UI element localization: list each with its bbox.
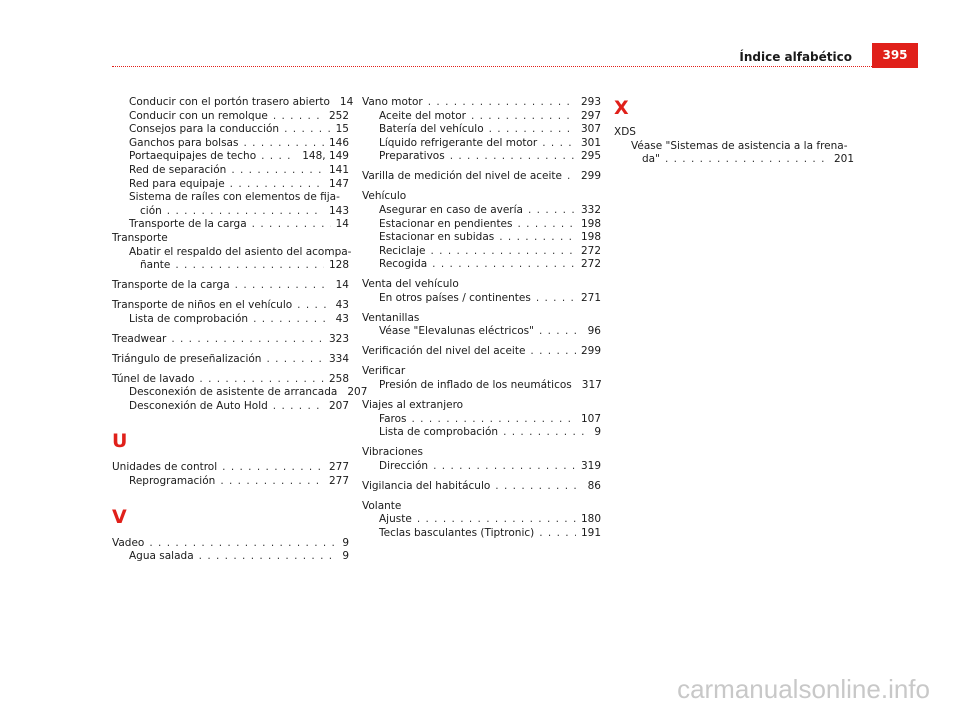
- index-subentry: En otros países / continentes . . . 271: [362, 292, 601, 306]
- section-letter-u: U: [112, 430, 128, 453]
- index-subentry: Véase "Elevalunas eléctricos" . . . 96: [362, 325, 601, 339]
- index-entry: Verificación del nivel del aceite . . . 299: [362, 345, 601, 359]
- index-subentry: Aceite del motor . . . 297: [362, 110, 601, 124]
- index-entry: Vano motor . . . 293: [362, 96, 601, 110]
- index-subentry: Recogida . . . 272: [362, 258, 601, 272]
- index-subentry: Lista de comprobación . . . 9: [362, 426, 601, 440]
- index-entry: Vigilancia del habitáculo . . . 86: [362, 480, 601, 494]
- index-subentry: Conducir con el portón trasero abierto 14: [129, 96, 354, 108]
- index-column-3: [614, 96, 854, 167]
- header-divider: [112, 66, 872, 67]
- index-entry: Vadeo . . . 9: [112, 537, 349, 551]
- index-subentry-continuation: da" . . . 201: [614, 153, 854, 167]
- index-subentry: Líquido refrigerante del motor . . . 301: [362, 137, 601, 151]
- index-subentry: Teclas basculantes (Tiptronic) . . . 191: [362, 527, 601, 541]
- index-entry: Triángulo de preseñalización . . . 334: [112, 353, 349, 367]
- index-subentry: Red para equipaje . . . 147: [112, 178, 349, 192]
- page-number-badge: 395: [872, 43, 918, 68]
- index-column-2: [362, 96, 601, 541]
- index-entry: Viajes al extranjero: [362, 399, 464, 412]
- index-subentry: Véase "Sistemas de asistencia a la frena-: [631, 139, 848, 152]
- index-subentry: Abatir el respaldo del asiento del acompa-: [129, 245, 352, 258]
- index-subentry: Desconexión de asistente de arrancada 207: [129, 386, 368, 399]
- index-subentry: Faros . . . 107: [362, 413, 601, 427]
- section-letter-x: X: [614, 97, 629, 119]
- index-subentry: Lista de comprobación . . . 43: [112, 313, 349, 327]
- index-entry: Venta del vehículo: [362, 278, 459, 291]
- index-subentry: Estacionar en subidas . . . 198: [362, 231, 601, 245]
- index-subentry: Preparativos . . . 295: [362, 150, 601, 164]
- index-subentry: Presión de inflado de los neumáticos 317: [379, 379, 602, 392]
- index-entry: Verificar: [362, 365, 406, 378]
- index-subentry: Ganchos para bolsas . . . 146: [112, 137, 349, 151]
- index-entry: XDS: [614, 126, 636, 138]
- index-entry: Transporte de niños en el vehículo . . . 43: [112, 299, 349, 313]
- index-entry: Unidades de control . . . 277: [112, 461, 349, 475]
- index-subentry: Ajuste . . . 180: [362, 513, 601, 527]
- index-entry: Transporte: [112, 231, 168, 244]
- watermark: carmanualsonline.info: [677, 674, 930, 704]
- index-entry: Ventanillas: [362, 311, 420, 324]
- index-entry: Treadwear . . . 323: [112, 333, 349, 347]
- index-subentry: Consejos para la conducción . . . 15: [112, 123, 349, 137]
- index-subentry-continuation: ción . . . 143: [112, 205, 349, 219]
- index-subentry: Agua salada . . . 9: [112, 550, 349, 564]
- index-subentry: Reciclaje . . . 272: [362, 245, 601, 259]
- index-column-1: [112, 96, 368, 564]
- index-subentry: Red de separación . . . 141: [112, 164, 349, 178]
- index-entry: Túnel de lavado . . . 258: [112, 373, 349, 387]
- index-subentry: Conducir con un remolque . . . 252: [112, 110, 349, 124]
- index-subentry: Asegurar en caso de avería . . . 332: [362, 204, 601, 218]
- index-entry: Vibraciones: [362, 446, 423, 459]
- index-entry: Transporte de la carga . . . 14: [112, 279, 349, 293]
- section-letter-v: V: [112, 505, 127, 528]
- index-entry: Volante: [362, 499, 402, 512]
- index-subentry: Estacionar en pendientes . . . 198: [362, 218, 601, 232]
- header-section-title: Índice alfabético: [739, 50, 852, 64]
- index-subentry: Sistema de raíles con elementos de fija-: [129, 191, 340, 204]
- index-entry: Vehículo: [362, 190, 407, 203]
- index-subentry: Dirección . . . 319: [362, 460, 601, 474]
- index-subentry: Transporte de la carga . . . 14: [112, 218, 349, 232]
- index-subentry: Batería del vehículo . . . 307: [362, 123, 601, 137]
- index-entry: Varilla de medición del nivel de aceite . . . 299: [362, 170, 601, 184]
- index-subentry: Portaequipajes de techo . . . 148, 149: [112, 150, 349, 164]
- index-subentry: Desconexión de Auto Hold . . . 207: [112, 400, 349, 414]
- index-subentry-continuation: ñante . . . 128: [112, 259, 349, 273]
- index-subentry: Reprogramación . . . 277: [112, 475, 349, 489]
